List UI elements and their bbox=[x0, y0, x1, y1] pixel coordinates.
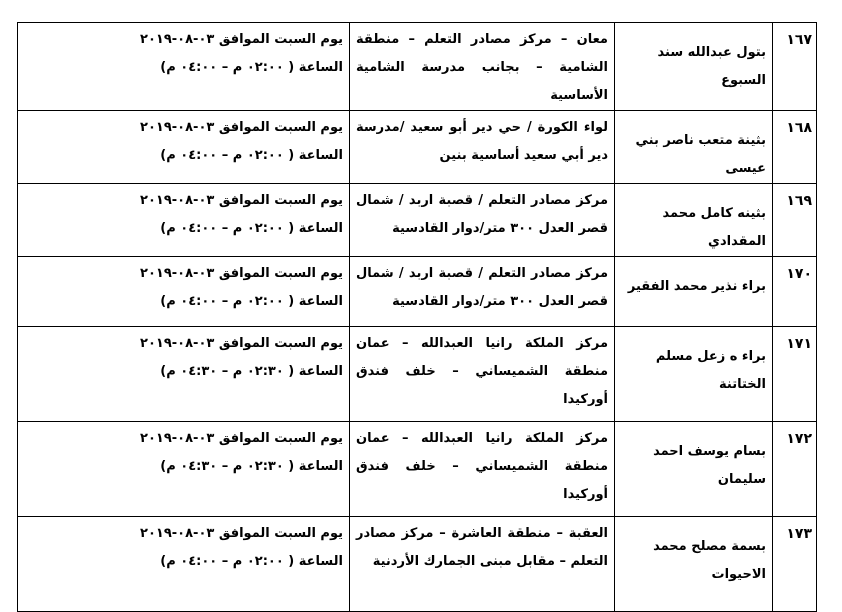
exam-location: مركز الملكة رانيا العبدالله – عمان منطقة الشميساني – خلف فندق أوركيدا bbox=[350, 422, 615, 517]
exam-location: العقبة – منطقة العاشرة – مركز مصادر التعلم – مقابل مبنى الجمارك الأردنية bbox=[350, 517, 615, 612]
exam-date: يوم السبت الموافق ٠٣-٠٨-٢٠١٩ bbox=[140, 336, 343, 351]
row-number: ١٧٠ bbox=[773, 257, 817, 327]
exam-datetime bbox=[18, 422, 350, 517]
table-row bbox=[18, 184, 817, 257]
table-row bbox=[18, 23, 817, 111]
row-number: ١٧٢ bbox=[773, 422, 817, 517]
row-number: ١٦٧ bbox=[773, 23, 817, 111]
exam-location: معان – مركز مصادر التعلم – منطقة الشامية – بجانب مدرسة الشامية الأساسية bbox=[350, 23, 615, 111]
person-name: بثينه كامل محمد المقدادي bbox=[615, 184, 773, 257]
exam-location: مركز مصادر التعلم / قصبة اربد / شمال قصر العدل ٣٠٠ متر/دوار القادسية bbox=[350, 184, 615, 257]
exam-date: يوم السبت الموافق ٠٣-٠٨-٢٠١٩ bbox=[140, 120, 343, 135]
exam-location: لواء الكورة / حي دير أبو سعيد /مدرسة دير أبي سعيد أساسية بنين bbox=[350, 111, 615, 184]
exam-datetime bbox=[18, 257, 350, 327]
row-number: ١٧٣ bbox=[773, 517, 817, 612]
exam-time: الساعة ( ٠٢:٣٠ م – ٠٤:٣٠ م) bbox=[160, 459, 343, 474]
table-row bbox=[18, 422, 817, 517]
exam-time: الساعة ( ٠٢:٠٠ م – ٠٤:٠٠ م) bbox=[160, 148, 343, 163]
exam-date: يوم السبت الموافق ٠٣-٠٨-٢٠١٩ bbox=[140, 431, 343, 446]
exam-date: يوم السبت الموافق ٠٣-٠٨-٢٠١٩ bbox=[140, 193, 343, 208]
table-row bbox=[18, 111, 817, 184]
exam-date: يوم السبت الموافق ٠٣-٠٨-٢٠١٩ bbox=[140, 32, 343, 47]
exam-location: مركز الملكة رانيا العبدالله – عمان منطقة الشميساني – خلف فندق أوركيدا bbox=[350, 327, 615, 422]
row-number: ١٦٨ bbox=[773, 111, 817, 184]
exam-datetime bbox=[18, 111, 350, 184]
exam-datetime bbox=[18, 23, 350, 111]
table-row bbox=[18, 257, 817, 327]
person-name: بتول عبدالله سند السبوع bbox=[615, 23, 773, 111]
exam-time: الساعة ( ٠٢:٠٠ م – ٠٤:٠٠ م) bbox=[160, 60, 343, 75]
exam-datetime bbox=[18, 327, 350, 422]
person-name: بثينة متعب ناصر بني عيسى bbox=[615, 111, 773, 184]
table-row bbox=[18, 327, 817, 422]
exam-time: الساعة ( ٠٢:٠٠ م – ٠٤:٠٠ م) bbox=[160, 294, 343, 309]
exam-time: الساعة ( ٠٢:٠٠ م – ٠٤:٠٠ م) bbox=[160, 221, 343, 236]
person-name: بسام يوسف احمد سليمان bbox=[615, 422, 773, 517]
exam-location: مركز مصادر التعلم / قصبة اربد / شمال قصر العدل ٣٠٠ متر/دوار القادسية bbox=[350, 257, 615, 327]
exam-date: يوم السبت الموافق ٠٣-٠٨-٢٠١٩ bbox=[140, 266, 343, 281]
schedule-table bbox=[17, 22, 817, 612]
exam-time: الساعة ( ٠٢:٠٠ م – ٠٤:٠٠ م) bbox=[160, 554, 343, 569]
exam-datetime bbox=[18, 184, 350, 257]
exam-date: يوم السبت الموافق ٠٣-٠٨-٢٠١٩ bbox=[140, 526, 343, 541]
person-name: براء ه زعل مسلم الختاتنة bbox=[615, 327, 773, 422]
row-number: ١٦٩ bbox=[773, 184, 817, 257]
table-row bbox=[18, 517, 817, 612]
person-name: براء نذير محمد الفقير bbox=[615, 257, 773, 327]
row-number: ١٧١ bbox=[773, 327, 817, 422]
exam-time: الساعة ( ٠٢:٣٠ م – ٠٤:٣٠ م) bbox=[160, 364, 343, 379]
exam-datetime bbox=[18, 517, 350, 612]
person-name: بسمة مصلح محمد الاحيوات bbox=[615, 517, 773, 612]
